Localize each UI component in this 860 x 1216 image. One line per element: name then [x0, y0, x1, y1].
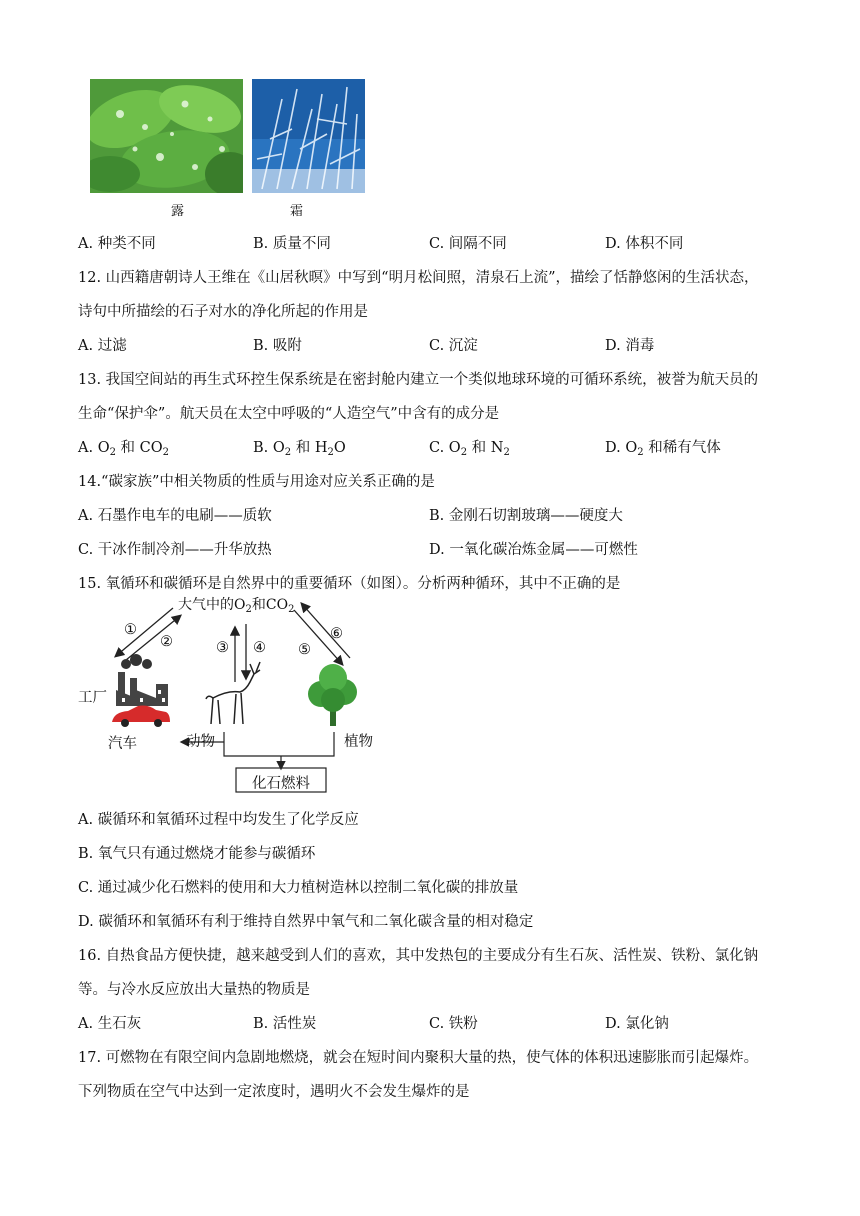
animal-label: 动物: [186, 734, 215, 750]
q17-stem-line1: 17. 可燃物在有限空间内急剧地燃烧，就会在短时间内聚积大量的热，使气体的体积迅速膨胀而引起爆炸。: [78, 1050, 759, 1066]
q13-stem-line1: 13. 我国空间站的再生式环控生保系统是在密封舱内建立一个类似地球环境的可循环系统，被誉为航天员的: [78, 372, 759, 388]
q14-option-b[interactable]: B. 金刚石切割玻璃——硬度大: [429, 508, 623, 524]
q13-d-text2: 和稀有气体: [643, 440, 721, 456]
arrow-label-6: ⑥: [330, 626, 343, 642]
q16-option-c[interactable]: C. 铁粉: [429, 1016, 478, 1032]
q13-b-text1: B. O: [253, 440, 285, 456]
q14-option-d[interactable]: D. 一氧化碳冶炼金属——可燃性: [429, 542, 638, 558]
q15-option-c[interactable]: C. 通过减少化石燃料的使用和大力植树造林以控制二氧化碳的排放量: [78, 880, 519, 896]
q15-option-a[interactable]: A. 碳循环和氧循环过程中均发生了化学反应: [78, 812, 359, 828]
cycle-diagram: [78, 594, 388, 794]
q11-option-b[interactable]: B. 质量不同: [253, 236, 331, 252]
arrow-label-1: ①: [124, 622, 137, 638]
q14-option-c[interactable]: C. 干冰作制冷剂——升华放热: [78, 542, 272, 558]
q12-stem-line2: 诗句中所描绘的石子对水的净化所起的作用是: [78, 304, 368, 320]
q11-option-c[interactable]: C. 间隔不同: [429, 236, 507, 252]
atmo-sub1: 2: [245, 604, 252, 615]
q13-c-sub1: 2: [460, 447, 468, 458]
q17-stem-line2: 下列物质在空气中达到一定浓度时，遇明火不会发生爆炸的是: [78, 1084, 470, 1100]
arrow-label-3: ③: [216, 640, 229, 656]
plant-label: 植物: [344, 734, 373, 750]
q12-option-d[interactable]: D. 消毒: [605, 338, 655, 354]
factory-label: 工厂: [78, 690, 107, 706]
arrow-label-4: ④: [253, 640, 266, 656]
q13-b-text2: 和 H: [291, 440, 328, 456]
q13-b-text3: O: [333, 440, 346, 456]
q15-option-b[interactable]: B. 氧气只有通过燃烧才能参与碳循环: [78, 846, 316, 862]
q13-a-text1: A. O: [78, 440, 110, 456]
q13-option-c[interactable]: [429, 436, 510, 458]
frost-caption: 霜: [290, 204, 304, 219]
q16-option-a[interactable]: A. 生石灰: [78, 1016, 142, 1032]
q14-stem: 14.“碳家族”中相关物质的性质与用途对应关系正确的是: [78, 474, 435, 490]
q12-stem-line1: 12. 山西籍唐朝诗人王维在《山居秋暝》中写到“明月松间照，清泉石上流”，描绘了恬静悠闲的生活状态，: [78, 270, 759, 286]
q13-stem-line2: 生命“保护伞”。航天员在太空中呼吸的“人造空气”中含有的成分是: [78, 406, 500, 422]
arrow-label-2: ②: [160, 634, 173, 650]
q11-option-a[interactable]: A. 种类不同: [78, 236, 156, 252]
q16-option-b[interactable]: B. 活性炭: [253, 1016, 317, 1032]
q13-b-sub1: 2: [284, 447, 292, 458]
diagram-atmosphere-label: [178, 594, 294, 615]
q13-a-sub2: 2: [162, 447, 170, 458]
q12-option-b[interactable]: B. 吸附: [253, 338, 302, 354]
arrow-label-5: ⑤: [298, 642, 311, 658]
frost-image: [252, 79, 365, 193]
dew-image: [90, 79, 243, 193]
q13-b-sub2: 2: [327, 447, 334, 458]
q13-c-text2: 和 N: [467, 440, 504, 456]
q16-option-d[interactable]: D. 氯化钠: [605, 1016, 669, 1032]
dew-caption: 露: [171, 204, 185, 219]
q16-stem-line1: 16. 自热食品方便快捷，越来越受到人们的喜欢，其中发热包的主要成分有生石灰、活性炭、铁粉、氯化钠: [78, 948, 759, 964]
car-label: 汽车: [108, 736, 137, 752]
q15-option-d[interactable]: D. 碳循环和氧循环有利于维持自然界中氧气和二氧化碳含量的相对稳定: [78, 914, 534, 930]
q13-d-sub1: 2: [637, 447, 644, 458]
q14-option-a[interactable]: A. 石墨作电车的电刷——质软: [78, 508, 272, 524]
atmo-text2: 和CO: [251, 597, 289, 613]
q16-stem-line2: 等。与冷水反应放出大量热的物质是: [78, 982, 310, 998]
q12-option-c[interactable]: C. 沉淀: [429, 338, 478, 354]
q13-option-b[interactable]: [253, 436, 346, 458]
q13-a-text2: 和 CO: [115, 440, 163, 456]
q13-option-a[interactable]: [78, 436, 169, 458]
q13-c-sub2: 2: [503, 447, 510, 458]
q12-option-a[interactable]: A. 过滤: [78, 338, 127, 354]
q13-c-text1: C. O: [429, 440, 461, 456]
atmo-text1: 大气中的O: [178, 597, 246, 613]
q13-a-sub1: 2: [109, 447, 116, 458]
q15-stem: 15. 氧循环和碳循环是自然界中的重要循环（如图）。分析两种循环，其中不正确的是: [78, 576, 621, 592]
fossil-fuel-label: 化石燃料: [252, 776, 310, 792]
atmo-sub2: 2: [288, 604, 295, 615]
q13-option-d[interactable]: [605, 436, 721, 458]
q13-d-text1: D. O: [605, 440, 638, 456]
q11-option-d[interactable]: D. 体积不同: [605, 236, 684, 252]
